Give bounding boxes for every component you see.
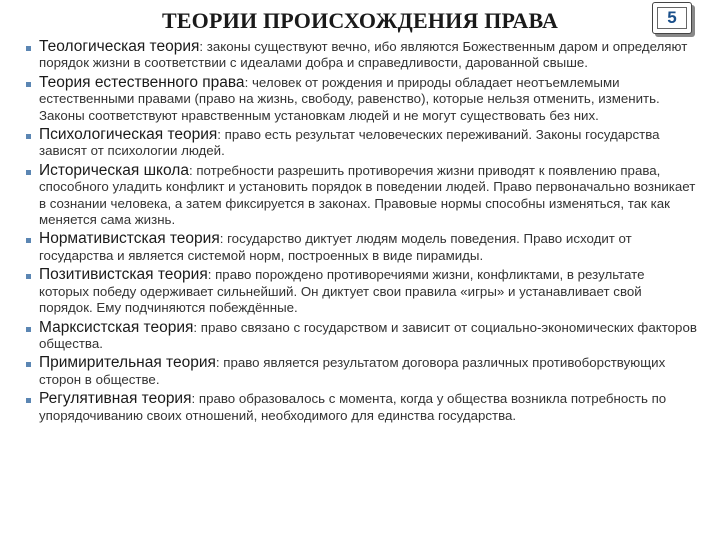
- square-bullet-icon: [26, 134, 31, 139]
- theory-description: : государство диктует людям модель поведения. Право исходит от государства и является системой норм, построенных в виде пирамиды.: [39, 231, 632, 263]
- theory-name: Марксистская теория: [39, 318, 194, 336]
- square-bullet-icon: [26, 46, 31, 51]
- list-item: [26, 355, 698, 388]
- theory-name: Позитивистская теория: [39, 266, 208, 284]
- theory-description: : законы существуют вечно, ибо являются Божественным даром и определяют порядок жизни в соответствии с идеалами добра и справедливости, дарованной свыше.: [39, 39, 688, 71]
- square-bullet-icon: [26, 238, 31, 243]
- list-item: [26, 320, 698, 353]
- theory-name: Психологическая теория: [39, 126, 218, 144]
- list-item: [26, 267, 698, 316]
- theory-description: : право есть результат человеческих переживаний. Законы государства зависят от психологии людей.: [39, 127, 660, 159]
- square-bullet-icon: [26, 398, 31, 403]
- theory-name: Историческая школа: [39, 161, 189, 179]
- list-item: [26, 127, 698, 160]
- theory-description: : человек от рождения и природы обладает неотъемлемыми естественными правами (право на жизнь, свободу, равенство), которые нельзя отменить, изменить. Законы соответствуют нравственным установкам людей и не могут существовать без них.: [39, 74, 660, 123]
- theory-description: : право является результатом договора различных противоборствующих сторон в обществе.: [39, 355, 666, 387]
- list-item: [26, 75, 698, 124]
- theory-name: Теологическая теория: [39, 38, 200, 55]
- square-bullet-icon: [26, 170, 31, 175]
- square-bullet-icon: [26, 274, 31, 279]
- theory-name: Регулятивная теория: [39, 390, 192, 408]
- theory-name: Нормативистская теория: [39, 230, 220, 248]
- list-item: [26, 39, 698, 72]
- page-number-box: [652, 2, 692, 34]
- square-bullet-icon: [26, 82, 31, 87]
- page-number: 5: [667, 8, 677, 27]
- theory-list: [26, 39, 698, 427]
- theory-name: Теория естественного права: [39, 73, 245, 91]
- square-bullet-icon: [26, 327, 31, 332]
- theory-name: Примирительная теория: [39, 354, 216, 372]
- list-item: [26, 231, 698, 264]
- list-item: [26, 391, 698, 424]
- theory-description: : право порождено противоречиями жизни, конфликтами, в результате которых победу одерживает сильнейший. Он диктует свои правила «игры» и устанавливает свой порядок. Ему подчиняются побеждённые.: [39, 267, 645, 316]
- theory-description: : право образовалось с момента, когда у общества возникла потребность по упорядочиванию своих отношений, необходимого для единства государства.: [39, 391, 667, 423]
- theory-description: : потребности разрешить противоречия жизни приводят к появлению права, способного уладить конфликт и установить порядок в поведении людей. Право первоначально возникает в сознании человека, а затем фиксируется в законах. Правовые нормы способны изменяться, так как меняется сама жизнь.: [39, 162, 696, 228]
- page-title: ТЕОРИИ ПРОИСХОЖДЕНИЯ ПРАВА: [161, 8, 559, 33]
- theory-description: : право связано с государством и зависит от социально-экономических факторов общества.: [39, 319, 697, 351]
- list-item: [26, 163, 698, 229]
- square-bullet-icon: [26, 362, 31, 367]
